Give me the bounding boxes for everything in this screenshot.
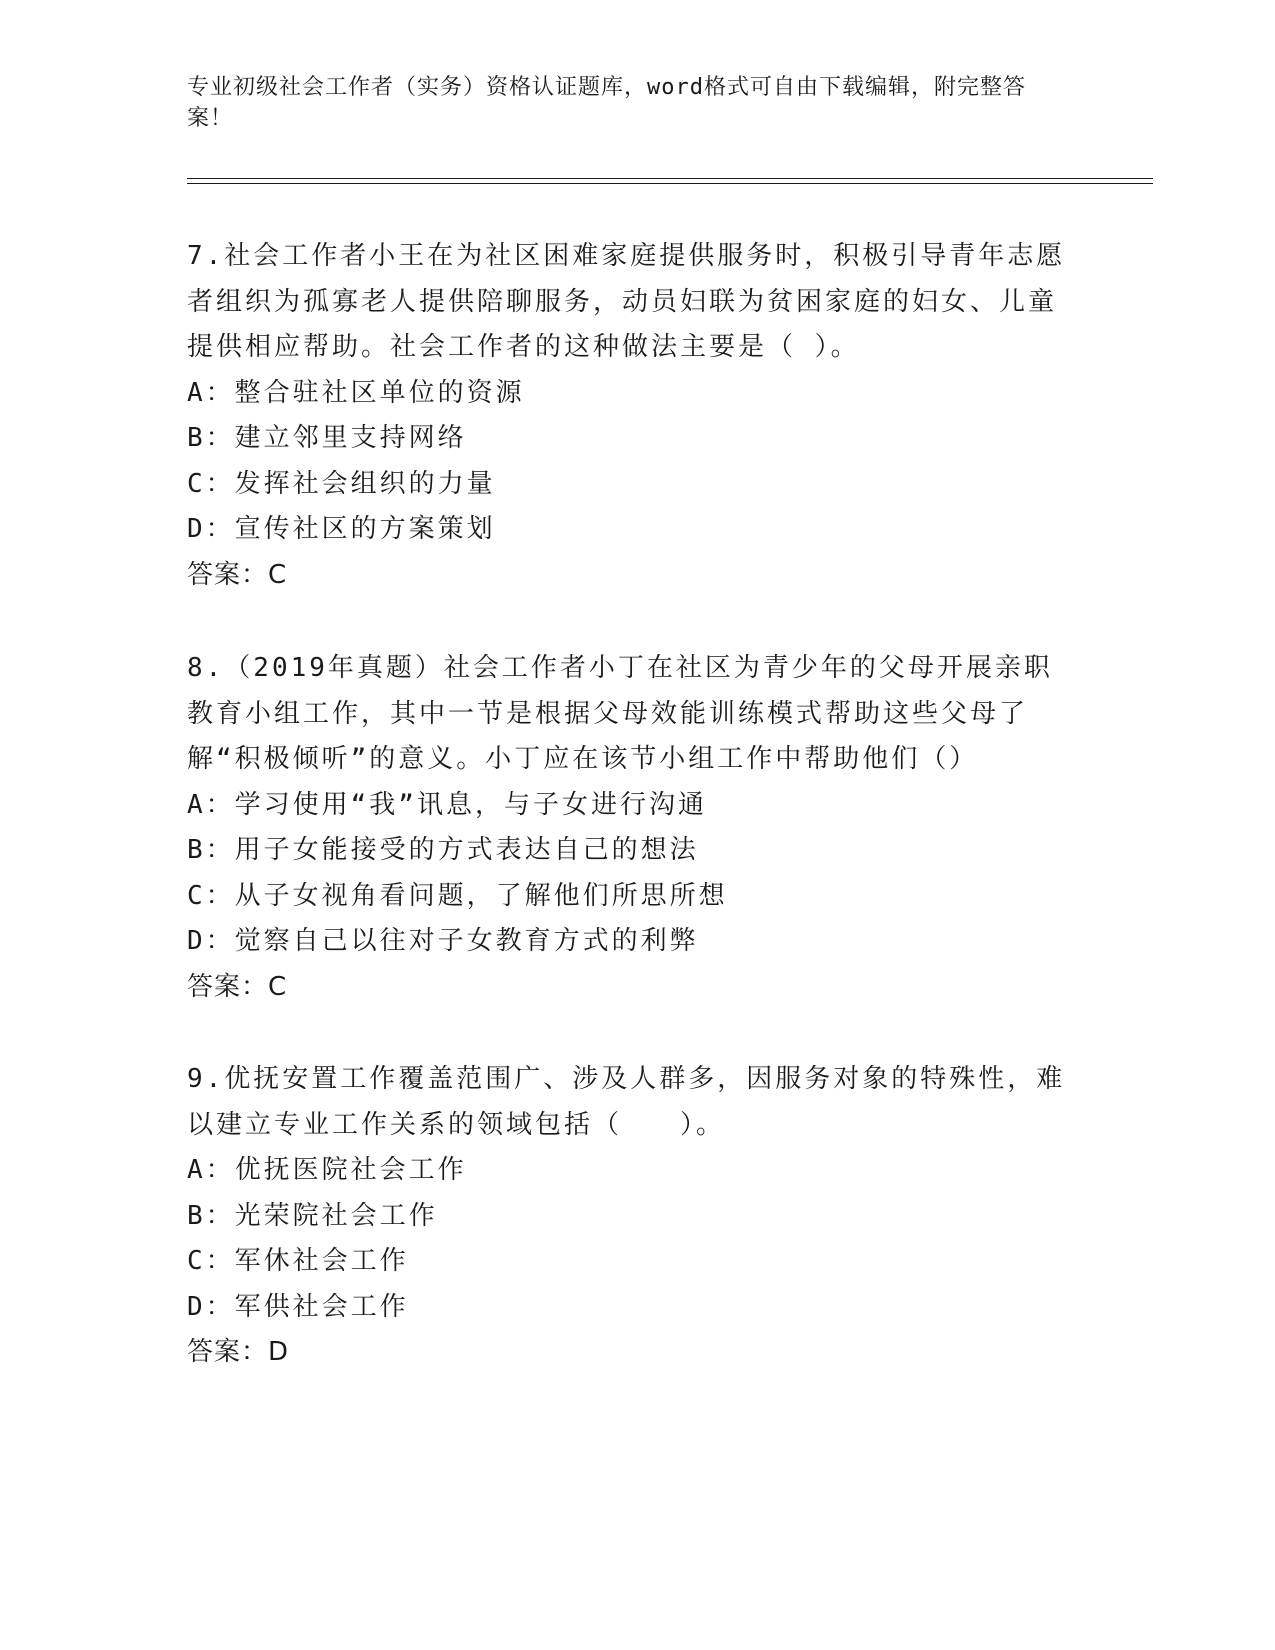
- option-c: C：军休社会工作: [187, 1246, 409, 1276]
- option-a: A：学习使用“我”讯息，与子女进行沟通: [187, 789, 707, 820]
- option-c: C：发挥社会组织的力量: [187, 468, 496, 499]
- option-b: B：用子女能接受的方式表达自己的想法: [187, 835, 699, 865]
- question-9: [187, 1057, 1067, 1376]
- option-d: D：觉察自己以往对子女教育方式的利弊: [187, 926, 699, 956]
- header-divider-bottom: [187, 183, 1153, 184]
- option-b: B：建立邻里支持网络: [187, 423, 467, 453]
- option-c: C：从子女视角看问题，了解他们所思所想: [187, 880, 728, 911]
- option-d: D：宣传社区的方案策划: [187, 514, 496, 544]
- answer: 答案：C: [187, 971, 288, 1002]
- answer: 答案：D: [187, 1337, 290, 1367]
- option-b: B：光荣院社会工作: [187, 1200, 438, 1231]
- question-7: [187, 234, 1067, 598]
- option-a: A：整合驻社区单位的资源: [187, 377, 525, 408]
- header-text: 专业初级社会工作者（实务）资格认证题库，word格式可自由下载编辑，附完整答案！: [187, 75, 1026, 131]
- question-stem: 9.优抚安置工作覆盖范围广、涉及人群多，因服务对象的特殊性，难以建立专业工作关系的领域包括（ ）。: [187, 1064, 1066, 1140]
- question-stem: 8.（2019年真题）社会工作者小丁在社区为青少年的父母开展亲职教育小组工作，其中一节是根据父母效能训练模式帮助这些父母了解“积极倾听”的意义。小丁应在该节小组工作中帮助他们（）: [187, 653, 1053, 774]
- answer: 答案：C: [187, 559, 288, 590]
- question-8: [187, 646, 1067, 1010]
- option-a: A：优抚医院社会工作: [187, 1155, 467, 1185]
- document-header: [187, 72, 1067, 134]
- option-d: D：军供社会工作: [187, 1291, 409, 1322]
- question-stem: 7.社会工作者小王在为社区困难家庭提供服务时，积极引导青年志愿者组织为孤寡老人提供陪聊服务，动员妇联为贫困家庭的妇女、儿童提供相应帮助。社会工作者的这种做法主要是（ ）。: [187, 241, 1066, 362]
- header-divider-top: [187, 178, 1153, 179]
